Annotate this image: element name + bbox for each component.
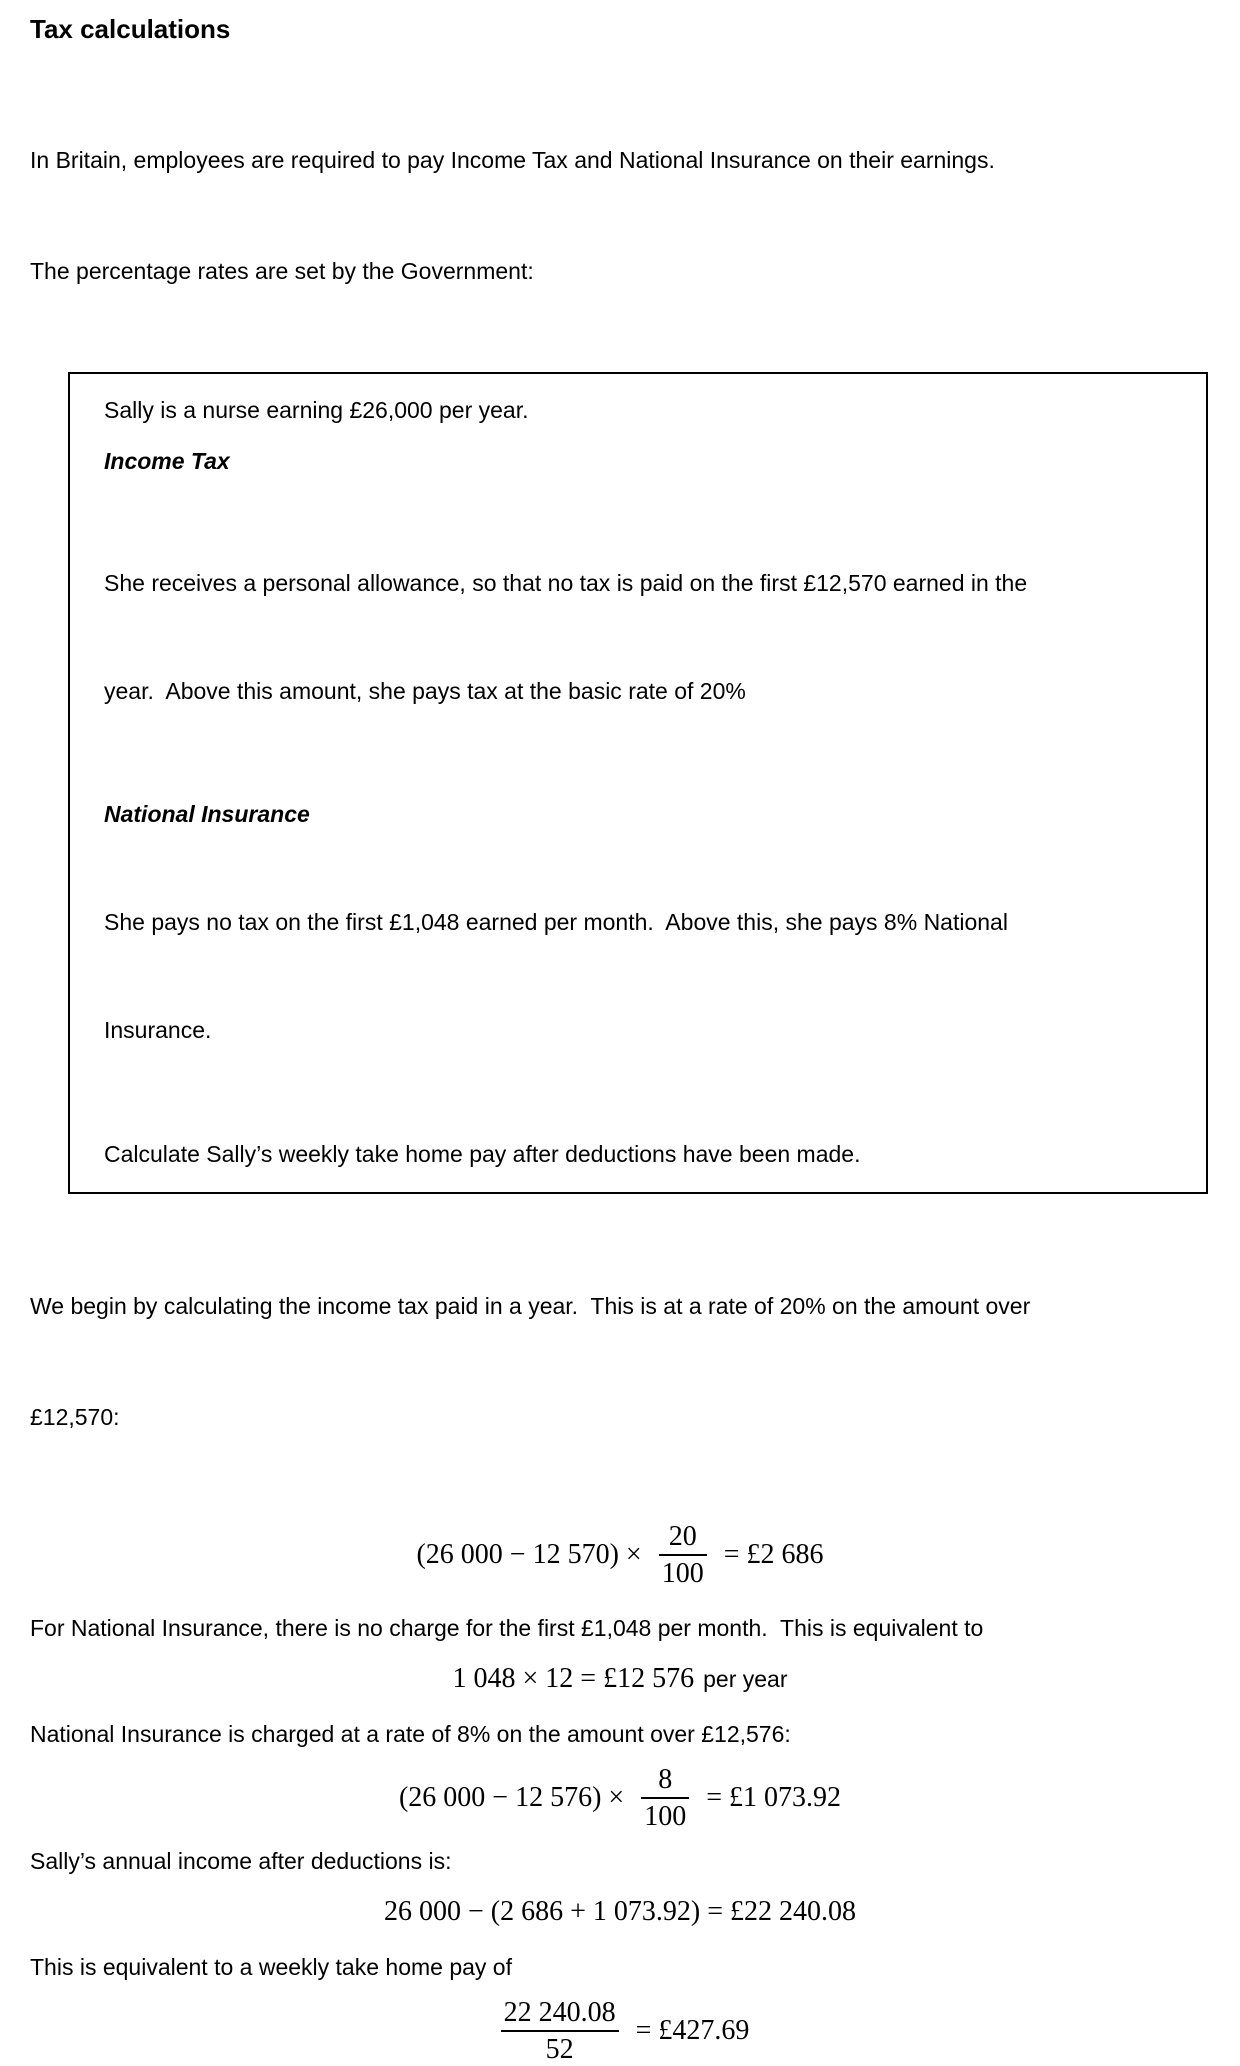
income-tax-paragraph — [104, 493, 1172, 781]
income-tax-equation-lhs: (26 000 − 12 570) × — [416, 1539, 649, 1570]
intro-paragraph — [30, 68, 1210, 364]
income-tax-equation — [30, 1520, 1210, 1590]
fraction-numerator: 8 — [658, 1764, 673, 1795]
intro-line-1: In Britain, employees are required to pay Income Tax and National Insurance on their earnings. — [30, 147, 995, 173]
ni-threshold-explanation: For National Insurance, there is no charge for the first £1,048 per month. This is equivalent to — [30, 1615, 984, 1641]
income-tax-fraction — [659, 1520, 707, 1590]
income-tax-heading: Income Tax — [104, 448, 230, 474]
weekly-pay-equation — [30, 1996, 1210, 2066]
income-tax-equation-rhs: = £2 686 — [716, 1539, 824, 1570]
national-insurance-heading: National Insurance — [104, 801, 310, 827]
income-tax-explanation-line-1: We begin by calculating the income tax paid in a year. This is at a rate of 20% on the amount over — [30, 1293, 1031, 1319]
fraction-numerator: 22 240.08 — [503, 1997, 616, 2028]
income-tax-explanation — [30, 1214, 1210, 1510]
ni-equation — [30, 1763, 1210, 1833]
national-insurance-line-1: She pays no tax on the first £1,048 earned per month. Above this, she pays 8% National — [104, 909, 1008, 935]
annual-income-label: Sally’s annual income after deductions is: — [30, 1848, 452, 1874]
fraction-bar — [501, 2030, 619, 2032]
fraction-numerator: 20 — [668, 1521, 697, 1552]
problem-opening-text: Sally is a nurse earning £26,000 per year. — [104, 397, 529, 423]
weekly-pay-label: This is equivalent to a weekly take home pay of — [30, 1954, 512, 1980]
national-insurance-line-2: Insurance. — [104, 1017, 212, 1043]
income-tax-explanation-line-2: £12,570: — [30, 1404, 120, 1430]
ni-threshold-equation-math: 1 048 × 12 = £12 576 — [452, 1663, 695, 1694]
national-insurance-paragraph — [104, 832, 1172, 1120]
annual-income-equation: 26 000 − (2 686 + 1 073.92) = £22 240.08 — [383, 1896, 857, 1927]
ni-threshold-equation-suffix: per year — [703, 1666, 788, 1692]
fraction-bar — [641, 1797, 689, 1799]
fraction-denominator: 100 — [644, 1801, 687, 1832]
page-title: Tax calculations — [30, 14, 231, 44]
ni-equation-rhs: = £1 073.92 — [699, 1782, 842, 1813]
intro-line-2: The percentage rates are set by the Government: — [30, 258, 534, 284]
weekly-pay-equation-rhs: = £427.69 — [628, 2015, 750, 2046]
ni-equation-lhs: (26 000 − 12 576) × — [398, 1782, 632, 1813]
weekly-pay-fraction — [501, 1996, 619, 2066]
fraction-denominator: 52 — [545, 2034, 574, 2065]
problem-box — [68, 372, 1208, 1194]
income-tax-line-1: She receives a personal allowance, so that no tax is paid on the first £12,570 earned in the — [104, 570, 1028, 596]
ni-rate-explanation: National Insurance is charged at a rate of 8% on the amount over £12,576: — [30, 1721, 791, 1747]
fraction-bar — [659, 1554, 707, 1556]
fraction-denominator: 100 — [661, 1558, 704, 1589]
ni-threshold-equation — [30, 1662, 1210, 1696]
income-tax-line-2: year. Above this amount, she pays tax at the basic rate of 20% — [104, 678, 746, 704]
ni-fraction — [641, 1763, 689, 1833]
task-text: Calculate Sally’s weekly take home pay after deductions have been made. — [104, 1141, 861, 1167]
